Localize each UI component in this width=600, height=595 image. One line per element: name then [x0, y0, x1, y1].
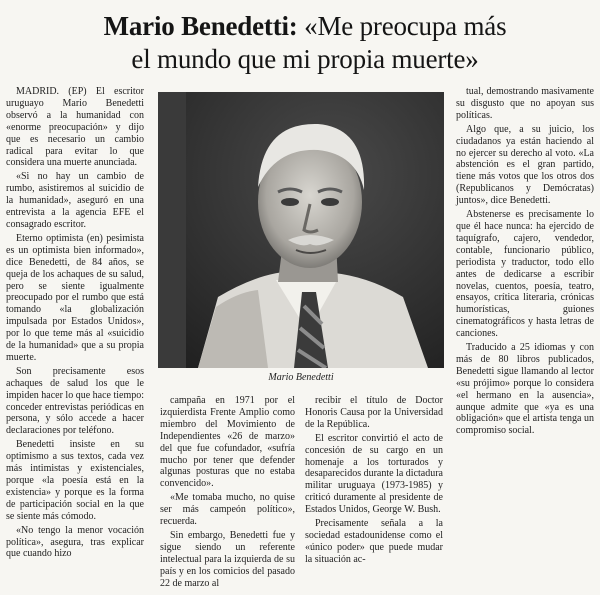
paragraph: recibir el título de Doctor Honoris Causa por la Universidad de la República.: [305, 395, 443, 430]
paragraph: «Me tomaba mucho, no quise ser más campeón político», recuerda.: [160, 492, 295, 528]
paragraph: Algo que, a su juicio, los ciudadanos ya están haciendo al no ejercer su derecho al voto. «La abstención es el gran partido, tiene más votos que los otros dos (Republicanos y Demócratas) juntos», dice Benedetti.: [456, 123, 594, 207]
paragraph: Son precisamente esos achaques de salud los que le impiden hacer lo que hace tiempo: conceder entrevistas periódicas en persona, y sólo accede a hacer declaraciones por teléfono.: [6, 365, 145, 437]
article-column-3: [305, 395, 443, 568]
photo-caption: Mario Benedetti: [268, 372, 334, 383]
paragraph: Sin embargo, Benedetti fue y sigue siendo un referente intelectual para la izquierda de su país y en los comicios del pasado 22 de marzo al: [160, 529, 295, 589]
paragraph: «Si no hay un cambio de rumbo, asistiremos al suicidio de la humanidad», aseguró en una entrevista a la agencia EFE el consagrado escritor.: [6, 171, 144, 230]
paragraph: tual, demostrando masivamente su disgusto que no apoyan sus políticas.: [456, 86, 594, 121]
paragraph: Abstenerse es precisamente lo que él hace nunca: ha ejercido de taquígrafo, cajero, vendedor, contable, funcionario público, periodista y traductor, todo ello antes de dedicarse a escribir novelas, cuentos, poesía, teatro, ensayos, crítica literaria, crónicas humorísticas, guiones cinematográficos y hasta letras de canciones.: [456, 209, 594, 340]
headline-quote-start: «Me preocupa más: [304, 11, 507, 41]
headline-line2: el mundo que mi propia muerte»: [131, 44, 479, 74]
headline-name: Mario Benedetti:: [103, 11, 298, 41]
paragraph: El escritor convirtió el acto de concesión de su cargo en un homenaje a los torturados y desaparecidos durante la dictadura militar uruguaya (1973-1985) y criticó duramente al presidente de Estados Unidos, George W. Bush.: [305, 432, 443, 516]
paragraph: campaña en 1971 por el izquierdista Frente Amplio como miembro del Movimiento de Independientes «26 de marzo» del que fue cofundador, «sufría mucho por tener que defender algunas posturas que no estaba convencido».: [160, 395, 295, 490]
paragraph: Benedetti insiste en su optimismo a sus textos, cada vez más intimistas y existenciales, porque «la poesía está en la existencia» y porque es la forma de participación social en la que se siente más cómodo.: [6, 439, 144, 522]
paragraph: Precisamente señala a la sociedad estadounidense como el «único poder» que puede mudar la situación ac-: [305, 518, 443, 565]
paragraph: «No tengo la menor vocación política», asegura, tras explicar que cuando hizo: [6, 524, 144, 560]
article-column-2: [160, 395, 295, 592]
article-column-1: [6, 86, 144, 562]
paragraph: Eterno optimista (en) pesimista es un optimista bien informado», dice Benedetti, de 84 años, se queja de los achaques de su salud, pero se siente igualmente preocupado por el rumbo que está tomando «la globalización impulsada por Estados Unidos», por lo que teme más al «suicidio de la humanidad» que a su propia muerte.: [6, 232, 144, 363]
headline-line1: [60, 10, 550, 43]
article-column-4: [456, 86, 594, 439]
paragraph: Traducido a 25 idiomas y con más de 80 libros publicados, Benedetti sigue llamando al lector «su prójimo» porque lo considera «el hermano en la ausencia», aunque admite que «ya es una obligación» que el artista tenga un compromiso social.: [456, 342, 594, 437]
headline: [60, 10, 550, 76]
portrait-image: [158, 92, 444, 368]
author-photo: [158, 92, 444, 368]
paragraph: MADRID. (EP) El escritor uruguayo Mario Benedetti observó a la humanidad con «enorme preocupación» y dijo que es necesario un cambio radical para evitar lo que considera una muerte anunciada.: [6, 86, 144, 169]
